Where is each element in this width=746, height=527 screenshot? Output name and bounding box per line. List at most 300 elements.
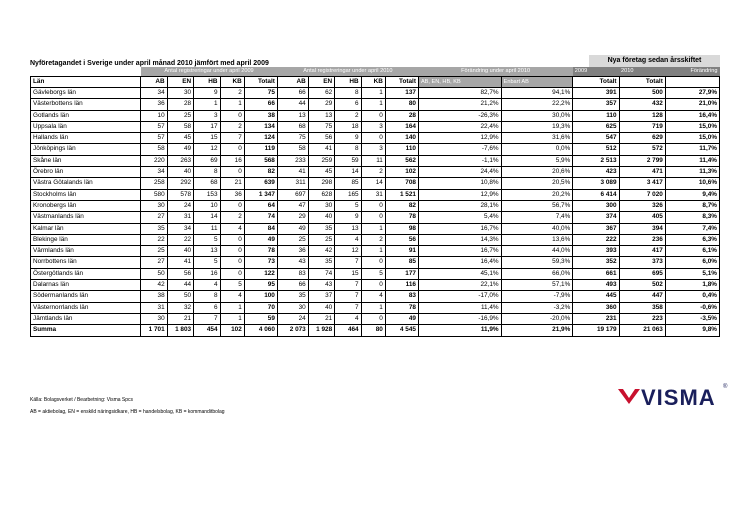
value-cell: 78 xyxy=(385,212,418,223)
value-cell: 292 xyxy=(167,178,193,189)
value-cell: 27 xyxy=(141,257,167,268)
value-cell: 98 xyxy=(385,223,418,234)
table-row xyxy=(31,167,720,178)
value-cell: 49 xyxy=(277,223,308,234)
value-cell: 13 xyxy=(194,246,220,257)
county-name-cell: Jönköpings län xyxy=(31,144,141,155)
value-cell: 2 073 xyxy=(277,325,308,336)
table-row xyxy=(31,121,720,132)
value-cell: 6 xyxy=(194,302,220,313)
value-cell: 0 xyxy=(220,246,244,257)
value-cell: 45 xyxy=(308,167,334,178)
value-cell: 30,0% xyxy=(501,110,573,121)
county-name-cell: Västerbottens län xyxy=(31,99,141,110)
value-cell: 24,4% xyxy=(418,167,501,178)
value-cell: 56 xyxy=(385,234,418,245)
title-row xyxy=(30,55,720,67)
value-cell: 40 xyxy=(167,167,193,178)
value-cell: 31,6% xyxy=(501,133,573,144)
value-cell: 1 xyxy=(361,223,385,234)
value-cell: 21,2% xyxy=(418,99,501,110)
table-row xyxy=(31,291,720,302)
value-cell: -7,9% xyxy=(501,291,573,302)
value-cell: 7 xyxy=(335,291,361,302)
county-name-cell: Gävleborgs län xyxy=(31,88,141,99)
value-cell: 2 xyxy=(220,212,244,223)
header-hb-2010: HB xyxy=(335,77,361,88)
value-cell: 11 xyxy=(361,155,385,166)
table-row xyxy=(31,223,720,234)
value-cell: 578 xyxy=(167,189,193,200)
value-cell: 1 803 xyxy=(167,325,193,336)
table-row xyxy=(31,155,720,166)
value-cell: 31 xyxy=(167,212,193,223)
value-cell: 629 xyxy=(619,133,665,144)
value-cell: 59 xyxy=(244,313,277,324)
value-cell: 7 020 xyxy=(619,189,665,200)
value-cell: 8 xyxy=(194,291,220,302)
value-cell: 4 xyxy=(335,313,361,324)
value-cell: 11,9% xyxy=(418,325,501,336)
value-cell: 82,7% xyxy=(418,88,501,99)
value-cell: 2 513 xyxy=(573,155,619,166)
value-cell: 9 xyxy=(194,88,220,99)
value-cell: 572 xyxy=(619,144,665,155)
table-row xyxy=(31,234,720,245)
value-cell: 11,3% xyxy=(665,167,719,178)
value-cell: 116 xyxy=(385,280,418,291)
value-cell: 417 xyxy=(619,246,665,257)
value-cell: 7,4% xyxy=(665,223,719,234)
value-cell: 9,8% xyxy=(665,325,719,336)
group-year-2009: 2009 xyxy=(573,67,619,77)
value-cell: 423 xyxy=(573,167,619,178)
value-cell: 15,0% xyxy=(665,133,719,144)
value-cell: 259 xyxy=(308,155,334,166)
value-cell: 45,1% xyxy=(418,268,501,279)
value-cell: 8 xyxy=(335,88,361,99)
value-cell: 6,0% xyxy=(665,257,719,268)
value-cell: 445 xyxy=(573,291,619,302)
county-name-cell: Blekinge län xyxy=(31,234,141,245)
value-cell: 22 xyxy=(141,234,167,245)
value-cell: 41 xyxy=(167,257,193,268)
value-cell: 374 xyxy=(573,212,619,223)
header-lan: Län xyxy=(31,77,141,88)
value-cell: 75 xyxy=(308,121,334,132)
value-cell: 30 xyxy=(141,313,167,324)
value-cell: 50 xyxy=(141,268,167,279)
value-cell: 21 063 xyxy=(619,325,665,336)
county-name-cell: Kalmar län xyxy=(31,223,141,234)
value-cell: 56 xyxy=(308,133,334,144)
county-name-cell: Örebro län xyxy=(31,167,141,178)
value-cell: 2 799 xyxy=(619,155,665,166)
value-cell: 16,4% xyxy=(665,110,719,121)
value-cell: 32 xyxy=(167,302,193,313)
value-cell: 7 xyxy=(335,302,361,313)
value-cell: 223 xyxy=(619,313,665,324)
value-cell: 25 xyxy=(141,246,167,257)
header-ab: AB xyxy=(141,77,167,88)
value-cell: 1 xyxy=(361,88,385,99)
value-cell: 45 xyxy=(167,133,193,144)
value-cell: 110 xyxy=(573,110,619,121)
value-cell: 75 xyxy=(277,133,308,144)
value-cell: 562 xyxy=(385,155,418,166)
value-cell: 47 xyxy=(277,200,308,211)
registered-mark: ® xyxy=(723,384,728,390)
value-cell: 70 xyxy=(244,302,277,313)
value-cell: 58 xyxy=(141,144,167,155)
table-title: Nyföretagandet i Sverige under april månad 2010 jämfört med april 2009 xyxy=(30,60,269,67)
value-cell: 4 xyxy=(361,291,385,302)
value-cell: 0 xyxy=(361,313,385,324)
value-cell: 165 xyxy=(335,189,361,200)
value-cell: 21 xyxy=(220,178,244,189)
county-name-cell: Kronobergs län xyxy=(31,200,141,211)
value-cell: 40 xyxy=(308,212,334,223)
value-cell: 128 xyxy=(619,110,665,121)
value-cell: 8 xyxy=(335,144,361,155)
value-cell: 74 xyxy=(244,212,277,223)
value-cell: 73 xyxy=(244,257,277,268)
value-cell: 0 xyxy=(220,110,244,121)
value-cell: 25 xyxy=(277,234,308,245)
value-cell: 432 xyxy=(619,99,665,110)
table-row xyxy=(31,302,720,313)
value-cell: 34 xyxy=(167,223,193,234)
group-header-row xyxy=(31,67,720,77)
value-cell: 502 xyxy=(619,280,665,291)
value-cell: 3 xyxy=(194,110,220,121)
value-cell: 16,4% xyxy=(418,257,501,268)
value-cell: 102 xyxy=(385,167,418,178)
value-cell: 695 xyxy=(619,268,665,279)
value-cell: 28 xyxy=(385,110,418,121)
value-cell: 68 xyxy=(194,178,220,189)
county-name-cell: Gotlands län xyxy=(31,110,141,121)
value-cell: 1 928 xyxy=(308,325,334,336)
value-cell: 367 xyxy=(573,223,619,234)
abbreviation-note: AB = aktiebolag, EN = enskild näringsidkare, HB = handelsbolag, KB = kommanditbolag xyxy=(30,409,225,415)
value-cell: 50 xyxy=(167,291,193,302)
value-cell: 29 xyxy=(308,99,334,110)
value-cell: 100 xyxy=(244,291,277,302)
value-cell: 28 xyxy=(167,99,193,110)
value-cell: 11,4% xyxy=(418,302,501,313)
value-cell: 22,2% xyxy=(501,99,573,110)
value-cell: 512 xyxy=(573,144,619,155)
value-cell: 0 xyxy=(220,144,244,155)
value-cell: 1 347 xyxy=(244,189,277,200)
value-cell: 34 xyxy=(141,88,167,99)
header-total-2010: Totalt xyxy=(619,77,665,88)
header-en-2010: EN xyxy=(308,77,334,88)
county-name-cell: Södermanlands län xyxy=(31,291,141,302)
value-cell: 59,3% xyxy=(501,257,573,268)
table-row xyxy=(31,99,720,110)
value-cell: 44,0% xyxy=(501,246,573,257)
value-cell: 7 xyxy=(194,313,220,324)
value-cell: 10 xyxy=(141,110,167,121)
value-cell: 13 xyxy=(335,223,361,234)
value-cell: 30 xyxy=(141,200,167,211)
value-cell: 2 xyxy=(361,234,385,245)
value-cell: 352 xyxy=(573,257,619,268)
county-name-cell: Västernorrlands län xyxy=(31,302,141,313)
value-cell: 0,4% xyxy=(665,291,719,302)
value-cell: 0 xyxy=(220,268,244,279)
value-cell: 391 xyxy=(573,88,619,99)
value-cell: 27,9% xyxy=(665,88,719,99)
value-cell: 83 xyxy=(277,268,308,279)
value-cell: 30 xyxy=(277,302,308,313)
county-name-cell: Västmanlands län xyxy=(31,212,141,223)
value-cell: 35 xyxy=(277,291,308,302)
value-cell: 30 xyxy=(308,200,334,211)
value-cell: 36 xyxy=(141,99,167,110)
value-cell: 40 xyxy=(167,246,193,257)
table-row xyxy=(31,257,720,268)
visma-logo xyxy=(617,384,727,410)
value-cell: 3 089 xyxy=(573,178,619,189)
value-cell: 0 xyxy=(361,212,385,223)
value-cell: 2 xyxy=(220,88,244,99)
value-cell: 6 414 xyxy=(573,189,619,200)
value-cell: 20,5% xyxy=(501,178,573,189)
table-row xyxy=(31,212,720,223)
value-cell: 82 xyxy=(385,200,418,211)
value-cell: 9,4% xyxy=(665,189,719,200)
value-cell: 75 xyxy=(244,88,277,99)
value-cell: 64 xyxy=(244,200,277,211)
value-cell: 140 xyxy=(385,133,418,144)
value-cell: 233 xyxy=(277,155,308,166)
value-cell: 0 xyxy=(220,234,244,245)
header-ab-2010: AB xyxy=(277,77,308,88)
value-cell: -3,2% xyxy=(501,302,573,313)
value-cell: 0 xyxy=(361,257,385,268)
header-en: EN xyxy=(167,77,193,88)
header-change-ab: Enbart AB xyxy=(501,77,573,88)
value-cell: 5 xyxy=(335,200,361,211)
header-total-2009: Totalt xyxy=(573,77,619,88)
value-cell: 1 xyxy=(220,313,244,324)
value-cell: 1 xyxy=(220,99,244,110)
value-cell: 719 xyxy=(619,121,665,132)
value-cell: 94,1% xyxy=(501,88,573,99)
value-cell: 16 xyxy=(220,155,244,166)
table-row xyxy=(31,189,720,200)
value-cell: 49 xyxy=(244,234,277,245)
value-cell: 134 xyxy=(244,121,277,132)
value-cell: 25 xyxy=(308,234,334,245)
value-cell: 24 xyxy=(277,313,308,324)
value-cell: 10,8% xyxy=(418,178,501,189)
value-cell: 95 xyxy=(244,280,277,291)
value-cell: 4 060 xyxy=(244,325,277,336)
table-row xyxy=(31,200,720,211)
value-cell: 12,9% xyxy=(418,189,501,200)
value-cell: 298 xyxy=(308,178,334,189)
value-cell: 40,0% xyxy=(501,223,573,234)
value-cell: 22,4% xyxy=(418,121,501,132)
value-cell: 12,9% xyxy=(418,133,501,144)
value-cell: 78 xyxy=(385,302,418,313)
value-cell: 639 xyxy=(244,178,277,189)
value-cell: 4 545 xyxy=(385,325,418,336)
value-cell: 4 xyxy=(220,223,244,234)
table-row xyxy=(31,88,720,99)
value-cell: 68 xyxy=(277,121,308,132)
value-cell: 1 xyxy=(361,99,385,110)
value-cell: 78 xyxy=(244,246,277,257)
value-cell: 36 xyxy=(277,246,308,257)
value-cell: 35 xyxy=(308,223,334,234)
value-cell: 5 xyxy=(361,268,385,279)
value-cell: 36 xyxy=(220,189,244,200)
value-cell: 7 xyxy=(335,280,361,291)
value-cell: -3,5% xyxy=(665,313,719,324)
value-cell: 500 xyxy=(619,88,665,99)
group-change: Förändring under april 2010 xyxy=(418,67,572,77)
value-cell: 15,0% xyxy=(665,121,719,132)
value-cell: 5 xyxy=(194,257,220,268)
value-cell: 231 xyxy=(573,313,619,324)
value-cell: -1,1% xyxy=(418,155,501,166)
value-cell: -26,3% xyxy=(418,110,501,121)
value-cell: 394 xyxy=(619,223,665,234)
value-cell: 15 xyxy=(194,133,220,144)
value-cell: 85 xyxy=(335,178,361,189)
value-cell: 11,7% xyxy=(665,144,719,155)
value-cell: 471 xyxy=(619,167,665,178)
header-hb: HB xyxy=(194,77,220,88)
value-cell: 568 xyxy=(244,155,277,166)
value-cell: 4 xyxy=(194,280,220,291)
value-cell: 258 xyxy=(141,178,167,189)
value-cell: 12 xyxy=(335,246,361,257)
value-cell: 13,6% xyxy=(501,234,573,245)
value-cell: 30 xyxy=(167,88,193,99)
value-cell: 38 xyxy=(141,291,167,302)
value-cell: 9 xyxy=(335,133,361,144)
value-cell: 18 xyxy=(335,121,361,132)
group-year-change: Förändring xyxy=(665,67,719,77)
value-cell: -0,6% xyxy=(665,302,719,313)
value-cell: 5,1% xyxy=(665,268,719,279)
value-cell: 326 xyxy=(619,200,665,211)
value-cell: 5,4% xyxy=(418,212,501,223)
table-row xyxy=(31,313,720,324)
value-cell: 11,4% xyxy=(665,155,719,166)
visma-logo-text: VISMA xyxy=(641,385,716,410)
value-cell: 91 xyxy=(385,246,418,257)
value-cell: 56,7% xyxy=(501,200,573,211)
county-name-cell: Hallands län xyxy=(31,133,141,144)
value-cell: 85 xyxy=(385,257,418,268)
header-totalt-2010: Totalt xyxy=(385,77,418,88)
value-cell: 6,1% xyxy=(665,246,719,257)
value-cell: 37 xyxy=(308,291,334,302)
group-2009: Antal registreringar under april 2009 xyxy=(141,67,278,77)
value-cell: 9 xyxy=(335,212,361,223)
value-cell: 43 xyxy=(308,280,334,291)
value-cell: 43 xyxy=(277,257,308,268)
value-cell: 69 xyxy=(194,155,220,166)
header-change-all: AB, EN, HB, KB xyxy=(418,77,501,88)
value-cell: 35 xyxy=(141,223,167,234)
value-cell: 7,4% xyxy=(501,212,573,223)
value-cell: 7 xyxy=(335,257,361,268)
value-cell: 14 xyxy=(361,178,385,189)
value-cell: 16 xyxy=(194,268,220,279)
table-row xyxy=(31,144,720,155)
value-cell: 119 xyxy=(244,144,277,155)
value-cell: 10 xyxy=(194,200,220,211)
value-cell: 311 xyxy=(277,178,308,189)
value-cell: 56 xyxy=(167,268,193,279)
group-2010: Antal registreringar under april 2010 xyxy=(277,67,418,77)
value-cell: 22,1% xyxy=(418,280,501,291)
value-cell: 22 xyxy=(167,234,193,245)
value-cell: 1,8% xyxy=(665,280,719,291)
value-cell: 300 xyxy=(573,200,619,211)
value-cell: 5,9% xyxy=(501,155,573,166)
value-cell: 393 xyxy=(573,246,619,257)
value-cell: 41 xyxy=(277,167,308,178)
value-cell: -17,0% xyxy=(418,291,501,302)
value-cell: 34 xyxy=(141,167,167,178)
value-cell: 0 xyxy=(361,280,385,291)
value-cell: 263 xyxy=(167,155,193,166)
value-cell: 12 xyxy=(194,144,220,155)
value-cell: 42 xyxy=(308,246,334,257)
value-cell: 59 xyxy=(335,155,361,166)
value-cell: 82 xyxy=(244,167,277,178)
value-cell: 547 xyxy=(573,133,619,144)
value-cell: 40 xyxy=(308,302,334,313)
statistics-table xyxy=(30,67,720,337)
county-name-cell: Uppsala län xyxy=(31,121,141,132)
value-cell: 0 xyxy=(361,200,385,211)
value-cell: 0,0% xyxy=(501,144,573,155)
value-cell: 102 xyxy=(220,325,244,336)
value-cell: 1 xyxy=(194,99,220,110)
value-cell: 358 xyxy=(619,302,665,313)
value-cell: 66 xyxy=(244,99,277,110)
table-row xyxy=(31,133,720,144)
value-cell: 57 xyxy=(141,121,167,132)
header-kb-2010: KB xyxy=(361,77,385,88)
value-cell: 464 xyxy=(335,325,361,336)
value-cell: 41 xyxy=(308,144,334,155)
ytd-title: Nya företag sedan årsskiftet xyxy=(589,55,720,67)
value-cell: 20,2% xyxy=(501,189,573,200)
value-cell: 2 xyxy=(220,121,244,132)
value-cell: 27 xyxy=(141,212,167,223)
value-cell: 16,7% xyxy=(418,246,501,257)
county-name-cell: Västra Götalands län xyxy=(31,178,141,189)
table-row xyxy=(31,110,720,121)
value-cell: 8,7% xyxy=(665,200,719,211)
value-cell: 13 xyxy=(308,110,334,121)
value-cell: 44 xyxy=(167,280,193,291)
value-cell: 7 xyxy=(220,133,244,144)
value-cell: 8 xyxy=(194,167,220,178)
value-cell: 14 xyxy=(335,167,361,178)
